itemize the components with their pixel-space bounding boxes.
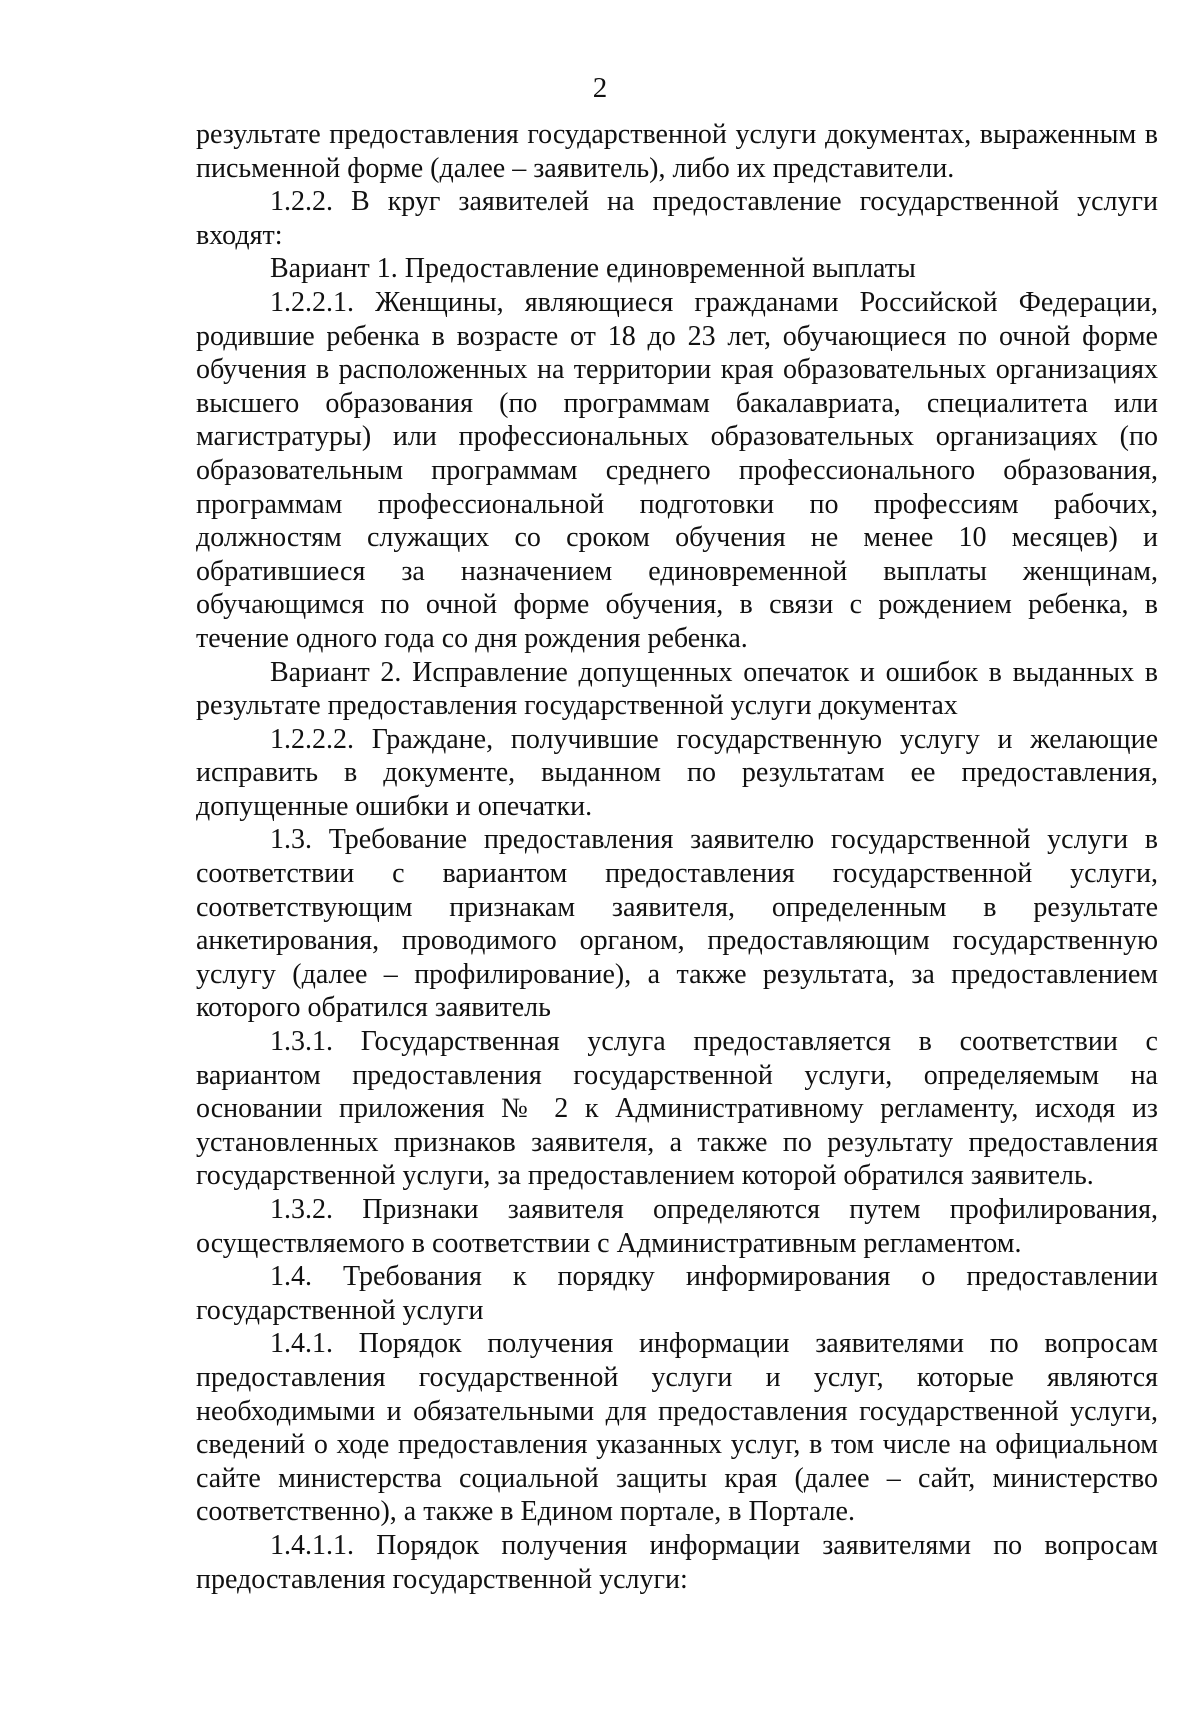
paragraph-continuation: результате предоставления государственной услуги документах, выраженным в письменной форме (далее – заявитель), либо их представители. xyxy=(196,119,1158,184)
paragraph-1-3: 1.3. Требование предоставления заявителю государственной услуги в соответствии с вариантом предоставления государственной услуги, соответствующим признакам заявителя, определенным в результате анкетирования, проводимого органом, предоставляющим государственную услугу (далее – профилирование), а также результата, за предоставлением которого обратился заявитель xyxy=(196,824,1158,1024)
paragraph-1-4-1-1: 1.4.1.1. Порядок получения информации заявителями по вопросам предоставления государственной услуги: xyxy=(196,1529,1158,1595)
page-number: 2 xyxy=(592,72,608,104)
paragraph-variant-1: Вариант 1. Предоставление единовременной выплаты xyxy=(270,253,916,285)
paragraph-1-3-1: 1.3.1. Государственная услуга предоставляется в соответствии с вариантом предоставления государственной услуги, определяемым на основании приложения № 2 к Административному регламенту, исходя из установленных признаков заявителя, а также по результату предоставления государственной услуги, за предоставлением которой обратился заявитель. xyxy=(196,1026,1158,1192)
document-body xyxy=(196,118,1158,1596)
paragraph-variant-2: Вариант 2. Исправление допущенных опечаток и ошибок в выданных в результате предоставления государственной услуги документах xyxy=(196,656,1158,722)
paragraph-1-2-2: 1.2.2. В круг заявителей на предоставление государственной услуги входят: xyxy=(196,186,1158,251)
paragraph-1-4-1: 1.4.1. Порядок получения информации заявителями по вопросам предоставления государственной услуги и услуг, которые являются необходимыми и обязательными для предоставления государственной услуги, сведений о ходе предоставления указанных услуг, в том числе на официальном сайте министерства социальной защиты края (далее – сайт, министерство соответственно), а также в Едином портале, в Портале. xyxy=(196,1328,1158,1528)
paragraph-1-4: 1.4. Требования к порядку информирования о предоставлении государственной услуги xyxy=(196,1261,1158,1326)
paragraph-1-2-2-2: 1.2.2.2. Граждане, получившие государственную услугу и желающие исправить в документе, выданном по результатам ее предоставления, допущенные ошибки и опечатки. xyxy=(196,723,1158,822)
paragraph-1-3-2: 1.3.2. Признаки заявителя определяются путем профилирования, осуществляемого в соответствии с Административным регламентом. xyxy=(196,1194,1158,1259)
paragraph-1-2-2-1: 1.2.2.1. Женщины, являющиеся гражданами Российской Федерации, родившие ребенка в возрасте от 18 до 23 лет, обучающиеся по очной форме обучения в расположенных на территории края образовательных организациях высшего образования (по программам бакалавриата, специалитета или магистратуры) или профессиональных образовательных организациях (по образовательным программам среднего профессионального образования, программам профессиональной подготовки по профессиям рабочих, должностям служащих со сроком обучения не менее 10 месяцев) и обратившиеся за назначением единовременной выплаты женщинам, обучающимся по очной форме обучения, в связи с рождением ребенка, в течение одного года со дня рождения ребенка. xyxy=(196,286,1158,654)
